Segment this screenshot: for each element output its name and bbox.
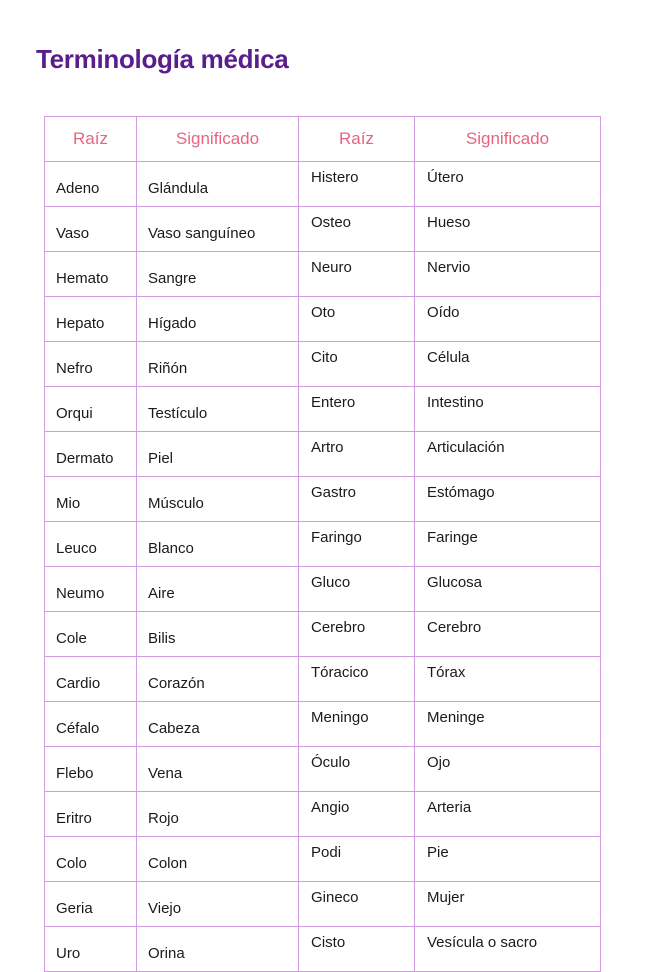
table-row: [45, 207, 601, 252]
cell-meaning-right: Glucosa: [415, 567, 601, 612]
cell-meaning-left: Hígado: [137, 297, 299, 342]
cell-meaning-left: Vaso sanguíneo: [137, 207, 299, 252]
cell-meaning-left: Corazón: [137, 657, 299, 702]
cell-root-right: Neuro: [299, 252, 415, 297]
cell-meaning-right: Ojo: [415, 747, 601, 792]
cell-meaning-right: Cerebro: [415, 612, 601, 657]
table-row: [45, 252, 601, 297]
cell-meaning-right: Arteria: [415, 792, 601, 837]
table-body: [45, 162, 601, 972]
cell-meaning-left: Orina: [137, 927, 299, 972]
cell-root-right: Cito: [299, 342, 415, 387]
cell-root-left: Uro: [45, 927, 137, 972]
cell-meaning-right: Célula: [415, 342, 601, 387]
cell-root-left: Adeno: [45, 162, 137, 207]
cell-root-left: Neumo: [45, 567, 137, 612]
header-raiz-right: Raíz: [299, 117, 415, 162]
terminology-table: [44, 116, 601, 972]
cell-root-left: Flebo: [45, 747, 137, 792]
table-row: [45, 792, 601, 837]
table-row: [45, 657, 601, 702]
cell-meaning-left: Músculo: [137, 477, 299, 522]
cell-root-right: Tóracico: [299, 657, 415, 702]
table-row: [45, 882, 601, 927]
table-header-row: [45, 117, 601, 162]
cell-meaning-right: Tórax: [415, 657, 601, 702]
cell-meaning-left: Aire: [137, 567, 299, 612]
cell-root-right: Entero: [299, 387, 415, 432]
cell-meaning-left: Vena: [137, 747, 299, 792]
table-row: [45, 567, 601, 612]
cell-meaning-right: Meninge: [415, 702, 601, 747]
table-row: [45, 432, 601, 477]
cell-root-right: Gastro: [299, 477, 415, 522]
header-significado-right: Significado: [415, 117, 601, 162]
cell-root-right: Angio: [299, 792, 415, 837]
cell-root-left: Vaso: [45, 207, 137, 252]
cell-root-right: Oto: [299, 297, 415, 342]
cell-root-right: Cerebro: [299, 612, 415, 657]
cell-root-right: Gineco: [299, 882, 415, 927]
cell-meaning-left: Riñón: [137, 342, 299, 387]
table-row: [45, 927, 601, 972]
cell-meaning-right: Mujer: [415, 882, 601, 927]
table-row: [45, 477, 601, 522]
cell-meaning-right: Pie: [415, 837, 601, 882]
cell-meaning-right: Útero: [415, 162, 601, 207]
table-row: [45, 747, 601, 792]
cell-root-right: Artro: [299, 432, 415, 477]
cell-root-left: Mio: [45, 477, 137, 522]
cell-meaning-left: Cabeza: [137, 702, 299, 747]
cell-root-left: Leuco: [45, 522, 137, 567]
cell-root-right: Óculo: [299, 747, 415, 792]
cell-meaning-right: Articulación: [415, 432, 601, 477]
cell-root-right: Podi: [299, 837, 415, 882]
table-row: [45, 522, 601, 567]
cell-meaning-right: Faringe: [415, 522, 601, 567]
cell-meaning-left: Piel: [137, 432, 299, 477]
cell-root-right: Cisto: [299, 927, 415, 972]
cell-meaning-left: Colon: [137, 837, 299, 882]
table-row: [45, 162, 601, 207]
cell-meaning-right: Vesícula o sacro: [415, 927, 601, 972]
cell-meaning-left: Sangre: [137, 252, 299, 297]
cell-root-left: Hemato: [45, 252, 137, 297]
cell-root-right: Faringo: [299, 522, 415, 567]
cell-root-right: Osteo: [299, 207, 415, 252]
cell-meaning-right: Intestino: [415, 387, 601, 432]
cell-meaning-right: Hueso: [415, 207, 601, 252]
table-row: [45, 387, 601, 432]
cell-root-left: Colo: [45, 837, 137, 882]
cell-root-left: Cardio: [45, 657, 137, 702]
cell-meaning-left: Viejo: [137, 882, 299, 927]
cell-root-left: Hepato: [45, 297, 137, 342]
header-raiz-left: Raíz: [45, 117, 137, 162]
page-title: Terminología médica: [36, 44, 289, 74]
table-row: [45, 702, 601, 747]
table-row: [45, 297, 601, 342]
cell-meaning-right: Nervio: [415, 252, 601, 297]
cell-root-right: Histero: [299, 162, 415, 207]
table-row: [45, 342, 601, 387]
cell-meaning-left: Rojo: [137, 792, 299, 837]
cell-meaning-left: Blanco: [137, 522, 299, 567]
cell-root-right: Meningo: [299, 702, 415, 747]
cell-root-left: Orqui: [45, 387, 137, 432]
cell-root-left: Dermato: [45, 432, 137, 477]
cell-root-left: Nefro: [45, 342, 137, 387]
cell-root-left: Cole: [45, 612, 137, 657]
cell-meaning-right: Oído: [415, 297, 601, 342]
cell-root-left: Céfalo: [45, 702, 137, 747]
table-row: [45, 837, 601, 882]
cell-meaning-left: Testículo: [137, 387, 299, 432]
cell-meaning-left: Glándula: [137, 162, 299, 207]
cell-root-right: Gluco: [299, 567, 415, 612]
cell-meaning-right: Estómago: [415, 477, 601, 522]
cell-root-left: Eritro: [45, 792, 137, 837]
cell-meaning-left: Bilis: [137, 612, 299, 657]
table-row: [45, 612, 601, 657]
cell-root-left: Geria: [45, 882, 137, 927]
header-significado-left: Significado: [137, 117, 299, 162]
